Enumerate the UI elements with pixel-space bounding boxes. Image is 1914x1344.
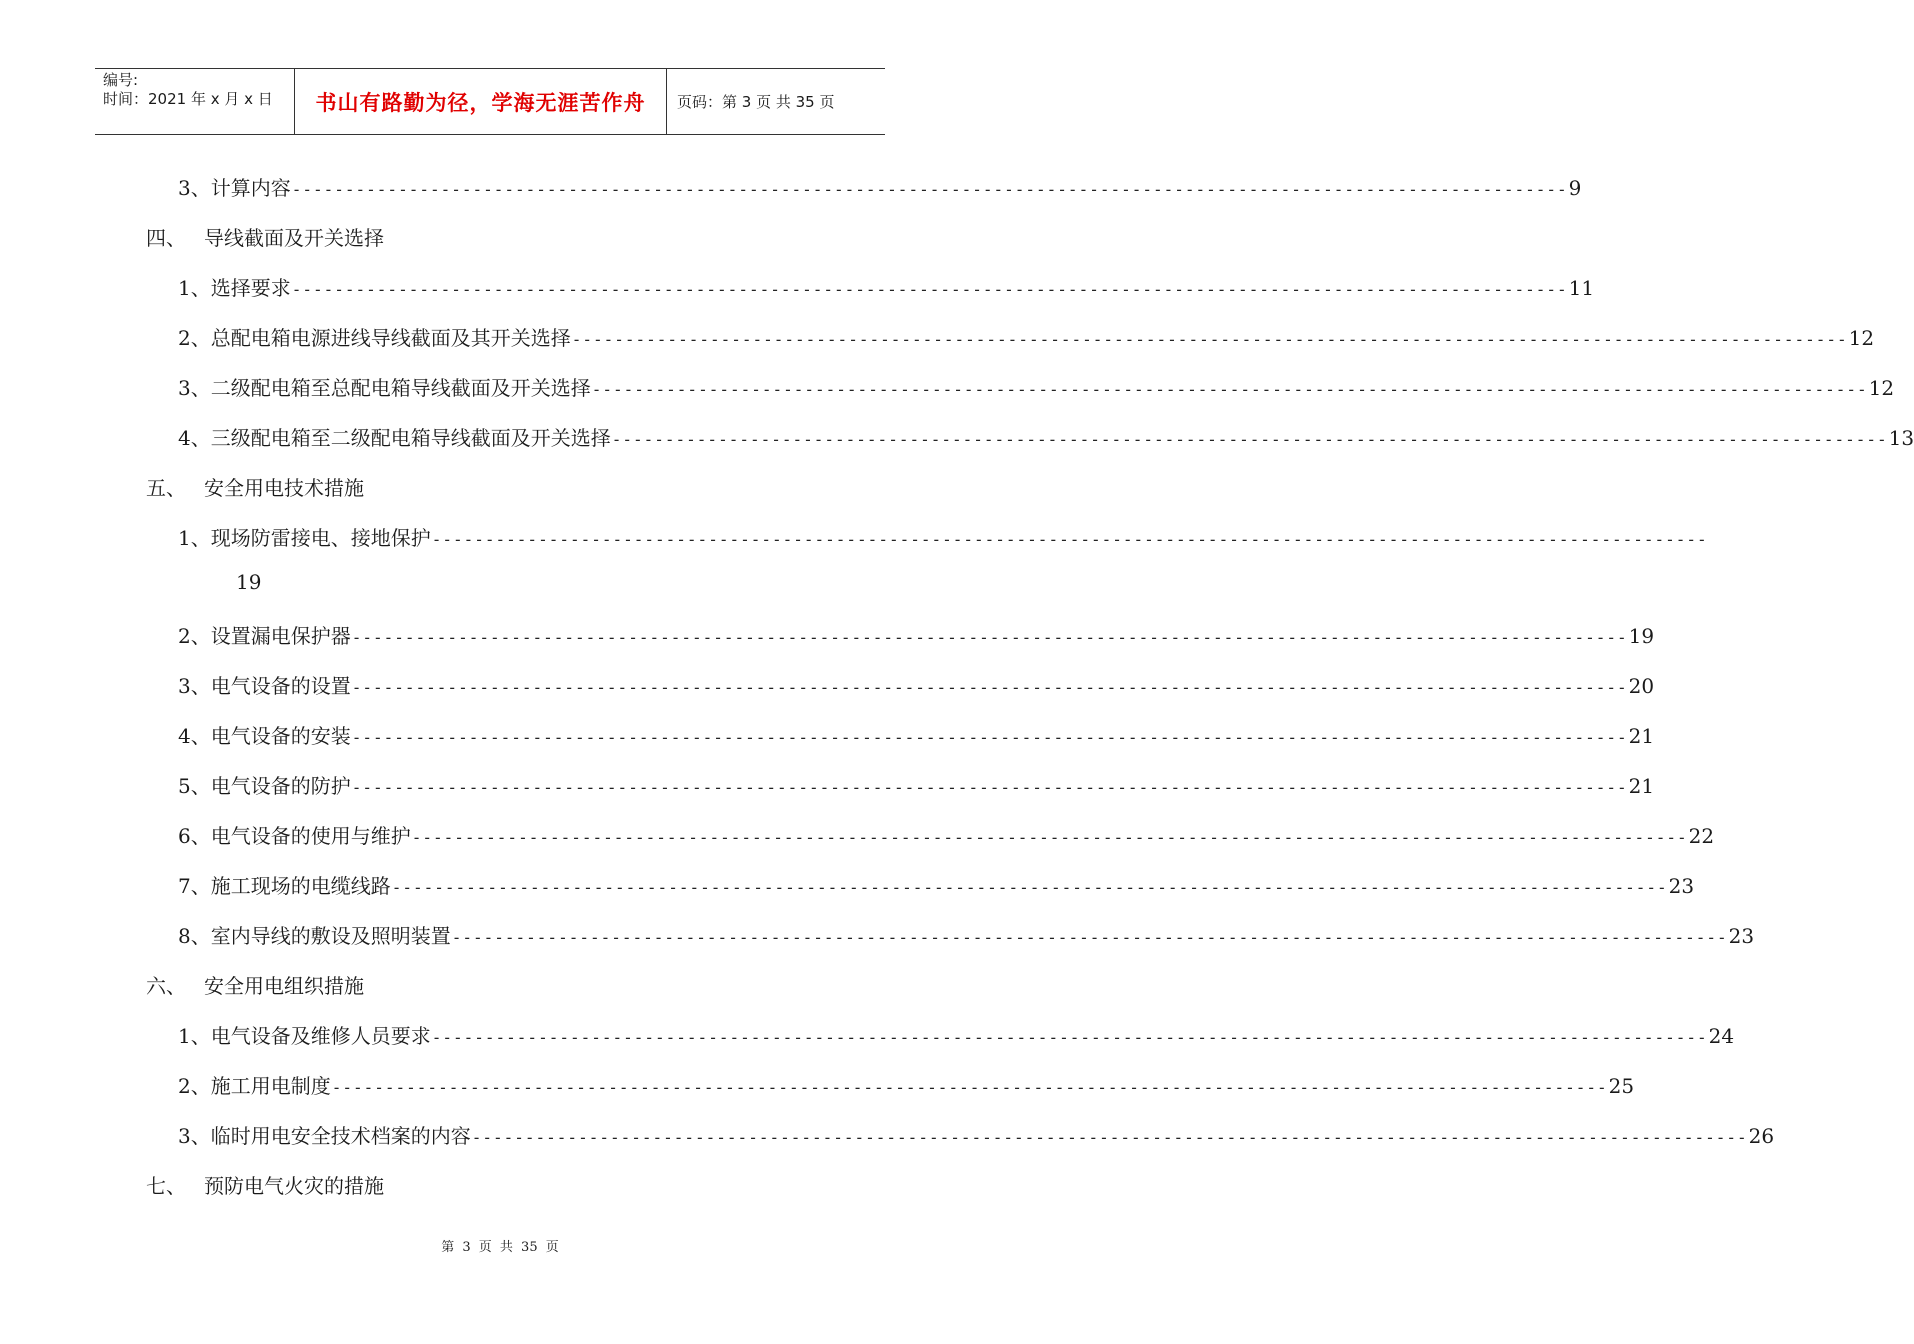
- toc-page-number: 26: [1748, 1124, 1775, 1148]
- header-page-info: 页码：第 3 页 共 35 页: [677, 93, 835, 111]
- toc-number: 4、: [178, 426, 211, 450]
- toc-title: 室内导线的敷设及照明装置: [210, 924, 451, 948]
- toc-number: 4、: [178, 724, 211, 748]
- toc-title: 安全用电组织措施: [204, 974, 364, 998]
- toc-number: 五、: [146, 476, 186, 500]
- toc-leader: ------------------------------------------------------------------------------------------------------------------------: [351, 778, 1628, 797]
- toc-leader: ------------------------------------------------------------------------------------------------------------------------: [351, 678, 1628, 697]
- toc-number: 六、: [146, 974, 186, 998]
- toc-entry[interactable]: [178, 322, 1875, 351]
- toc-page-number: 12: [1868, 376, 1895, 400]
- toc-section[interactable]: [146, 1170, 746, 1199]
- toc-page-number: 12: [1848, 326, 1875, 350]
- toc-entry[interactable]: [178, 272, 1595, 301]
- toc-page-number: 23: [1668, 874, 1695, 898]
- toc-page-number: 9: [1568, 176, 1582, 200]
- toc-leader: ------------------------------------------------------------------------------------------------------------------------: [591, 380, 1868, 399]
- toc-page-number: 13: [1888, 426, 1914, 450]
- toc-section[interactable]: [146, 472, 746, 501]
- toc-number: 3、: [178, 376, 211, 400]
- toc-leader: ------------------------------------------------------------------------------------------------------------------------: [571, 330, 1848, 349]
- toc-title: 设置漏电保护器: [210, 624, 351, 648]
- toc-entry[interactable]: [178, 920, 1755, 949]
- toc-entry[interactable]: [178, 522, 1708, 551]
- toc-leader: ------------------------------------------------------------------------------------------------------------------------: [431, 1028, 1708, 1047]
- toc-title: 选择要求: [210, 276, 291, 300]
- toc-title: 电气设备的设置: [210, 674, 351, 698]
- toc-title: 计算内容: [210, 176, 291, 200]
- toc-leader: ------------------------------------------------------------------------------------------------------------------------: [291, 180, 1568, 199]
- toc-entry[interactable]: [178, 172, 1582, 201]
- toc-number: 6、: [178, 824, 211, 848]
- toc-title: 电气设备的使用与维护: [210, 824, 411, 848]
- toc-entry[interactable]: [178, 620, 1655, 649]
- toc-number: 8、: [178, 924, 211, 948]
- toc-page-number: 24: [1708, 1024, 1735, 1048]
- doc-time-label: 时间：2021 年 x 月 x 日: [103, 90, 273, 108]
- toc-title: 施工用电制度: [210, 1074, 331, 1098]
- toc-entry[interactable]: [178, 1020, 1735, 1049]
- toc-number: 7、: [178, 874, 211, 898]
- toc-title: 临时用电安全技术档案的内容: [210, 1124, 471, 1148]
- toc-number: 1、: [178, 526, 211, 550]
- toc-title: 电气设备的安装: [210, 724, 351, 748]
- toc-title: 总配电箱电源进线导线截面及其开关选择: [210, 326, 571, 350]
- toc-entry[interactable]: [178, 1120, 1775, 1149]
- toc-leader: ------------------------------------------------------------------------------------------------------------------------: [291, 280, 1568, 299]
- toc-page-number: 25: [1608, 1074, 1635, 1098]
- toc-entry[interactable]: [178, 372, 1895, 401]
- toc-leader: ------------------------------------------------------------------------------------------------------------------------: [451, 928, 1728, 947]
- toc-page-number: 20: [1628, 674, 1655, 698]
- toc-leader: ------------------------------------------------------------------------------------------------------------------------: [431, 530, 1708, 549]
- toc-title: 预防电气火灾的措施: [204, 1174, 384, 1198]
- toc-leader: ------------------------------------------------------------------------------------------------------------------------: [411, 828, 1688, 847]
- toc-number: 七、: [146, 1174, 186, 1198]
- toc-entry[interactable]: [178, 422, 1914, 451]
- toc-leader: ------------------------------------------------------------------------------------------------------------------------: [331, 1078, 1608, 1097]
- toc-leader: ------------------------------------------------------------------------------------------------------------------------: [351, 628, 1628, 647]
- toc-title: 安全用电技术措施: [204, 476, 364, 500]
- toc-leader: ------------------------------------------------------------------------------------------------------------------------: [351, 728, 1628, 747]
- toc-entry[interactable]: [178, 720, 1655, 749]
- toc-page-number: 21: [1628, 774, 1655, 798]
- toc-leader: ------------------------------------------------------------------------------------------------------------------------: [611, 430, 1888, 449]
- toc-title: 二级配电箱至总配电箱导线截面及开关选择: [210, 376, 591, 400]
- header-motto: 书山有路勤为径，学海无涯苦作舟: [295, 69, 667, 134]
- toc-page-number: 21: [1628, 724, 1655, 748]
- doc-number-label: 编号:: [103, 71, 139, 89]
- toc-section[interactable]: [146, 970, 746, 999]
- toc-number: 四、: [146, 226, 186, 250]
- toc-entry[interactable]: [178, 670, 1655, 699]
- toc-number: 5、: [178, 774, 211, 798]
- toc-number: 3、: [178, 674, 211, 698]
- toc-title: 现场防雷接电、接地保护: [210, 526, 431, 550]
- toc-page-number: 22: [1688, 824, 1715, 848]
- toc-number: 3、: [178, 1124, 211, 1148]
- toc-title: 电气设备的防护: [210, 774, 351, 798]
- toc-page-number: 19: [1628, 624, 1655, 648]
- toc-title: 导线截面及开关选择: [204, 226, 384, 250]
- toc-page-number: 11: [1568, 276, 1595, 300]
- toc-number: 2、: [178, 1074, 211, 1098]
- toc-title: 施工现场的电缆线路: [210, 874, 391, 898]
- toc-entry[interactable]: [178, 820, 1715, 849]
- page-footer: 第 3 页 共 35 页: [441, 1240, 559, 1255]
- toc-leader: ------------------------------------------------------------------------------------------------------------------------: [391, 878, 1668, 897]
- toc-title: 电气设备及维修人员要求: [210, 1024, 431, 1048]
- toc-leader: ------------------------------------------------------------------------------------------------------------------------: [471, 1128, 1748, 1147]
- toc-section[interactable]: [146, 222, 746, 251]
- toc-page-number: 23: [1728, 924, 1755, 948]
- header-meta: [95, 69, 295, 134]
- toc-number: 2、: [178, 624, 211, 648]
- toc-entry[interactable]: [178, 870, 1695, 899]
- toc-number: 1、: [178, 276, 211, 300]
- page-header: [95, 68, 885, 135]
- toc-number: 1、: [178, 1024, 211, 1048]
- toc-number: 2、: [178, 326, 211, 350]
- toc-entry[interactable]: [178, 770, 1655, 799]
- toc-title: 三级配电箱至二级配电箱导线截面及开关选择: [210, 426, 611, 450]
- toc-page-number: 19: [236, 570, 262, 594]
- toc-entry[interactable]: [178, 1070, 1635, 1099]
- toc-number: 3、: [178, 176, 211, 200]
